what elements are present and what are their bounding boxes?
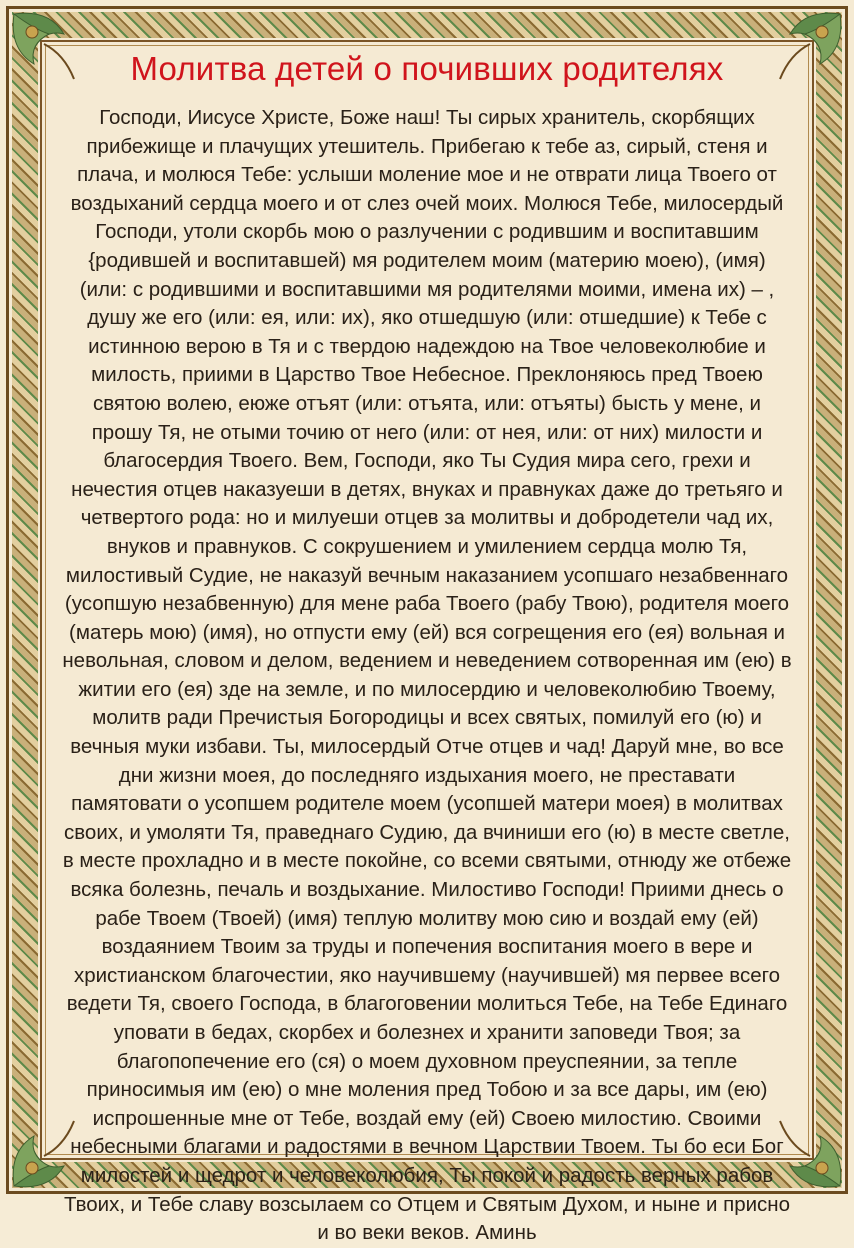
prayer-title: Молитва детей о почивших родителях (130, 50, 724, 87)
prayer-text: Господи, Иисусе Христе, Боже наш! Ты сирых хранитель, скорбящих прибежище и плачущих утешитель. Прибегаю к тебе аз, сирый, стеня и плача, и молюся Тебе: услыши моление мое и не отврати лица Твоего от воздыханий сердца моего и от слез очей моих. Молюся Тебе, милосердый Господи, утоли скорбь мою о разлучении с родившим и воспитавшим {родившей и воспитавшей) мя родителем моим (материю моею), (имя) (или: с родившими и воспитавшими мя родителями моими, имена их) – , душу же его (или: ея, или: их), яко отшедшую (или: отшедшие) к Тебе с истинною верою в Тя и с твердою надеждою на Твое человеколюбие и милость, приими в Царство Твое Небесное. Преклоняюсь пред Твоею святою волею, еюже отъят (или: отъята, или: отъяты) бысть у мене, и прошу Тя, не отыми точию от него (или: от нея, или: от них) милости и благосердия Твоего. Вем, Господи, яко Ты Судия мира сего, грехи и нечестия отцев наказуеши в детях, внуках и правнуках даже до третьяго и четвертого рода: но и милуеши отцев за молитвы и добродетели чад их, внуков и правнуков. С сокрушением и умилением сердца молю Тя, милостивый Судие, не наказуй вечным наказанием усопшаго незабвеннаго (усопшую незабвенную) для мене раба Твоего (рабу Твою), родителя моего (матерь мою) (имя), но отпусти ему (ей) вся согрещения его (ея) вольная и невольная, словом и делом, ведением и неведением сотворенная им (ею) в житии его (ея) зде на земле, и по милосердию и человеколюбию Твоему, молитв ради Пречистыя Богородицы и всех святых, помилуй его (ю) и вечныя муки избави. Ты, милосердый Отче отцев и чад! Даруй мне, во все дни жизни моея, до последняго издыхания моего, не преставати памятовати о усопшем родителе моем (усопшей матери моея) в молитвах своих, и умоляти Тя, праведнаго Судию, да вчиниши его (ю) в месте светле, в месте прохладно и в месте покойне, со всеми святыми, отнюду же отбеже всяка болезнь, печаль и воздыхание. Милостиво Господи! Приими днесь о рабе Твоем (Твоей) (имя) теплую молитву мою сию и воздай ему (ей) воздаянием Твоим за труды и попечения воспитания моего в вере и христианском благочестии, яко научившему (научившей) мя первее всего ведети Тя, своего Господа, в благоговении молиться Тебе, на Тебе Единаго уповати в бедах, скорбех и болезнех и хранити заповеди Твоя; за благопопечение его (ся) о моем духовном преуспеянии, за тепле приносимыя им (ею) о мне моления пред Тобою и за все дары, им (ею) испрошенные мне от Тебе, воздай ему (ей) Своею милостию. Своими небесными благами и радостями в вечном Царствии Твоем. Ты бо еси Бог милостей и щедрот и человеколюбия, Ты покой и радость верных рабов Твоих, и Тебе славу возсылаем со Отцем и Святым Духом, и ныне и присно и во веки веков. Аминь (62, 106, 792, 1245)
prayer-content (58, 44, 796, 1248)
